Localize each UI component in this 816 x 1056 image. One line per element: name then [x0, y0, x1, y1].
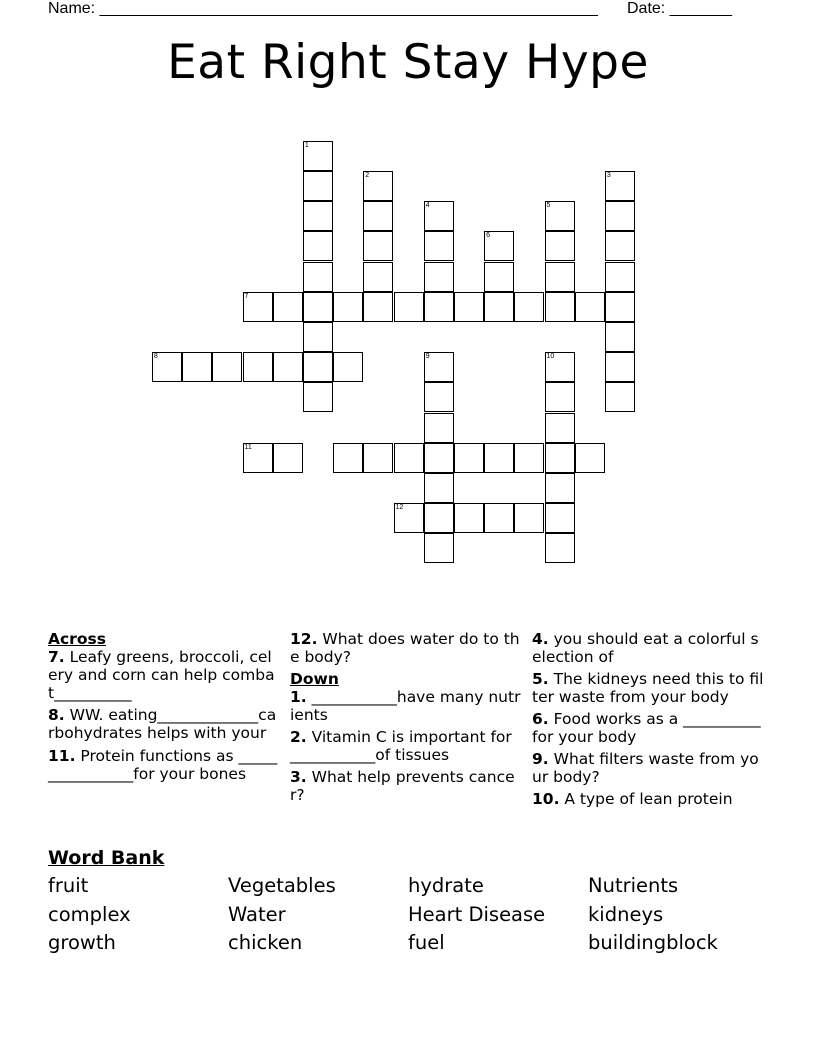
grid-cell[interactable]	[152, 352, 182, 382]
grid-cell[interactable]	[545, 473, 575, 503]
grid-cell[interactable]	[333, 443, 363, 473]
grid-cell[interactable]	[394, 503, 424, 533]
grid-cell[interactable]	[545, 413, 575, 443]
grid-cell[interactable]	[303, 262, 333, 292]
grid-cell[interactable]	[303, 292, 333, 322]
down-clue-1	[290, 688, 522, 724]
clue-number-label: 12	[395, 504, 404, 512]
word-bank-title: Word Bank	[48, 847, 165, 869]
grid-cell[interactable]	[303, 171, 333, 201]
down-clue-3	[290, 768, 522, 804]
word-bank-item: fruit	[48, 874, 89, 897]
grid-cell[interactable]	[273, 292, 303, 322]
grid-cell[interactable]	[363, 292, 393, 322]
clue-text: you should eat a colorful selection of	[532, 630, 759, 666]
clue-number-label: 3	[606, 171, 611, 179]
grid-cell[interactable]	[454, 443, 484, 473]
grid-cell[interactable]	[484, 503, 514, 533]
grid-cell[interactable]	[545, 533, 575, 563]
grid-cell[interactable]	[605, 201, 635, 231]
grid-cell[interactable]	[545, 443, 575, 473]
clues-column-3	[532, 630, 764, 812]
grid-cell[interactable]	[424, 201, 454, 231]
down-clue-2	[290, 728, 522, 764]
grid-cell[interactable]	[363, 443, 393, 473]
grid-cell[interactable]	[424, 262, 454, 292]
clue-text: Vitamin C is important for ___________of tissues	[290, 728, 512, 764]
word-bank-item: Heart Disease	[408, 903, 546, 926]
clue-number: 10.	[532, 790, 560, 808]
grid-cell[interactable]	[545, 503, 575, 533]
clue-number-label: 2	[365, 171, 370, 179]
down-clue-5	[532, 670, 764, 706]
grid-cell[interactable]	[454, 503, 484, 533]
grid-cell[interactable]	[545, 382, 575, 412]
word-bank-item: hydrate	[408, 874, 484, 897]
grid-cell[interactable]	[545, 201, 575, 231]
clues-column-1	[48, 630, 280, 787]
grid-cell[interactable]	[424, 352, 454, 382]
down-clue-6	[532, 710, 764, 746]
grid-cell[interactable]	[484, 262, 514, 292]
grid-cell[interactable]	[363, 171, 393, 201]
grid-cell[interactable]	[363, 262, 393, 292]
grid-cell[interactable]	[303, 382, 333, 412]
across-clue-11	[48, 747, 280, 783]
grid-cell[interactable]	[514, 503, 544, 533]
clue-number: 5.	[532, 670, 549, 688]
word-bank-item: Water	[228, 903, 286, 926]
word-bank-item: buildingblock	[588, 931, 718, 954]
clue-text: Leafy greens, broccoli, celery and corn can help combat__________	[48, 648, 275, 702]
puzzle-title: Eat Right Stay Hype	[167, 35, 649, 90]
down-clue-4	[532, 630, 764, 666]
date-line: _______	[669, 0, 732, 17]
clue-number-label: 5	[546, 202, 551, 210]
clue-number-label: 10	[546, 353, 555, 361]
grid-cell[interactable]	[303, 352, 333, 382]
grid-cell[interactable]	[273, 443, 303, 473]
grid-cell[interactable]	[545, 292, 575, 322]
word-bank-item: growth	[48, 931, 116, 954]
word-bank-item: chicken	[228, 931, 303, 954]
clue-text: WW. eating_____________carbohydrates helps with your	[48, 706, 277, 742]
clue-number-label: 11	[244, 443, 252, 451]
grid-cell[interactable]	[605, 322, 635, 352]
down-clue-9	[532, 750, 764, 786]
clues-column-2	[290, 630, 522, 808]
grid-cell[interactable]	[424, 443, 454, 473]
grid-cell[interactable]	[243, 292, 273, 322]
word-bank-item: Nutrients	[588, 874, 679, 897]
clue-number-label: 7	[244, 292, 249, 300]
grid-cell[interactable]	[484, 443, 514, 473]
grid-cell[interactable]	[273, 352, 303, 382]
grid-cell[interactable]	[605, 382, 635, 412]
grid-cell[interactable]	[243, 352, 273, 382]
grid-cell[interactable]	[424, 382, 454, 412]
clue-number: 12.	[290, 630, 318, 648]
clue-text: Food works as a __________for your body	[532, 710, 761, 746]
clue-text: A type of lean protein	[559, 790, 733, 808]
grid-cell[interactable]	[333, 292, 363, 322]
clue-number: 3.	[290, 768, 307, 786]
name-label: Name:	[48, 0, 100, 17]
across-heading: Across	[48, 630, 106, 648]
across-clue-12	[290, 630, 522, 666]
grid-cell[interactable]	[605, 352, 635, 382]
clue-number: 6.	[532, 710, 549, 728]
across-clue-7	[48, 648, 280, 702]
clue-text: The kidneys need this to filter waste from your body	[532, 670, 764, 706]
grid-cell[interactable]	[605, 231, 635, 261]
grid-cell[interactable]	[394, 443, 424, 473]
clue-number: 7.	[48, 648, 65, 666]
grid-cell[interactable]	[424, 533, 454, 563]
clue-number-label: 9	[425, 353, 430, 361]
grid-cell[interactable]	[575, 443, 605, 473]
grid-cell[interactable]	[454, 292, 484, 322]
word-bank-item: fuel	[408, 931, 445, 954]
clue-text: Protein functions as ________________for your bones	[48, 747, 278, 783]
grid-cell[interactable]	[212, 352, 242, 382]
grid-cell[interactable]	[424, 473, 454, 503]
word-bank-item: complex	[48, 903, 131, 926]
clue-number: 2.	[290, 728, 307, 746]
grid-cell[interactable]	[363, 231, 393, 261]
grid-cell[interactable]	[333, 352, 363, 382]
clue-number-label: 6	[486, 232, 490, 240]
clue-number: 1.	[290, 688, 307, 706]
grid-cell[interactable]	[545, 231, 575, 261]
grid-cell[interactable]	[575, 292, 605, 322]
grid-cell[interactable]	[514, 443, 544, 473]
grid-cell[interactable]	[545, 262, 575, 292]
grid-cell[interactable]	[303, 322, 333, 352]
clue-number-label: 8	[153, 353, 158, 361]
date-label: Date:	[627, 0, 670, 17]
grid-cell[interactable]	[424, 231, 454, 261]
down-heading: Down	[290, 670, 339, 688]
grid-cell[interactable]	[243, 443, 273, 473]
word-bank-item: kidneys	[588, 903, 664, 926]
grid-cell[interactable]	[424, 413, 454, 443]
clue-text: What help prevents cancer?	[290, 768, 515, 804]
across-clue-8	[48, 706, 280, 742]
grid-cell[interactable]	[545, 352, 575, 382]
down-clue-10	[532, 790, 764, 808]
grid-cell[interactable]	[363, 201, 393, 231]
grid-cell[interactable]	[605, 171, 635, 201]
grid-cell[interactable]	[303, 201, 333, 231]
clue-text: What does water do to the body?	[290, 630, 520, 666]
clue-number: 9.	[532, 750, 549, 768]
grid-cell[interactable]	[303, 141, 333, 171]
clue-number-label: 1	[304, 141, 309, 149]
clue-number: 4.	[532, 630, 549, 648]
grid-cell[interactable]	[484, 231, 514, 261]
word-bank-item: Vegetables	[228, 874, 336, 897]
grid-cell[interactable]	[182, 352, 212, 382]
grid-cell[interactable]	[394, 292, 424, 322]
clue-text: ___________have many nutrients	[290, 688, 521, 724]
clue-number: 11.	[48, 747, 76, 765]
clue-text: What filters waste from your body?	[532, 750, 759, 786]
grid-cell[interactable]	[514, 292, 544, 322]
grid-cell[interactable]	[605, 292, 635, 322]
grid-cell[interactable]	[605, 262, 635, 292]
grid-cell[interactable]	[424, 503, 454, 533]
name-line: ________________________________________________________	[99, 0, 598, 17]
clue-number-label: 4	[425, 202, 430, 210]
grid-cell[interactable]	[303, 231, 333, 261]
grid-cell[interactable]	[484, 292, 514, 322]
grid-cell[interactable]	[424, 292, 454, 322]
clue-number: 8.	[48, 706, 65, 724]
